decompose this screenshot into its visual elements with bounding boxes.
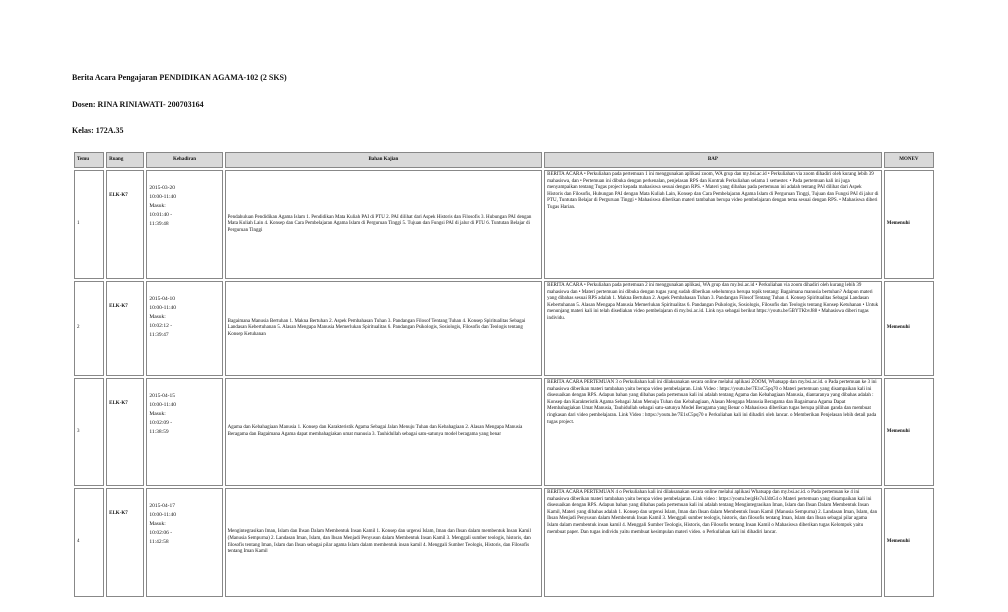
masuk-label: Masuk:	[149, 411, 166, 417]
temu-cell: 1	[74, 170, 104, 279]
check-in-time: 10:02:06 -	[149, 530, 173, 536]
table-header-row	[74, 152, 934, 168]
ruang-cell: ELK-K7	[106, 170, 144, 279]
column-header-kehadiran: Kehadiran	[146, 152, 222, 168]
table-row	[74, 170, 934, 279]
date: 2015-04-15	[149, 393, 175, 399]
bap-cell: BERITA ACARA PERTEMUAN 4 o Perkuliahan kali ini dilaksanakan secara online melalui aplikasi Whatsapp dan my.bsi.ac.id. o Pada pertemuan ke 4 ini mahasiswa diberikan materi tambahan yaitu berupa video pembelajaran. Link video : https://youtu.be/gHs7uUdtG4 o Materi pertemuan yang disampaikan kali ini disesuaikan dengan RPS. Adapun bahan yang dibahas pada pertemuan kali ini adalah tentang Mengintegrasikan Iman, Islam dan Ihsan Dalam Membentuk Insan Kamil, Materi yang dibahas adalah 1. Konsep dan urgensi Islam, Iman dan Ihsan dalam Membentuk Insan Kamil (Manusia Sempurna) 2. Landasan Iman, Islam, dan Ihsan Menjadi Penyusun dalam Membentuk Insan Kamil 3. Menggali sumber teologis, historis, dan filosofis tentang Iman, Islam dan Ihsan sebagai pilar agama Islam dalam membentuk insan kamil 4. Menggali Sumber Teologis, Historis, dan Filosofis tentang Insan Kamil o Mahasiswa diberikan tugas Kelompok yaitu membuat paper. Dan tugas individu yaitu membuat kesimpulan materi video. o Perkuliahan kali ini dihadiri lancar.	[544, 488, 882, 597]
column-header-bahan-kajian: Bahan Kajian	[225, 152, 542, 168]
bahan-kajian-cell: Mengintegrasikan Iman, Islam dan Ihsan Dalam Membentuk Insan Kamil 1. Konsep dan urgensi Islam, Iman dan Ihsan dalam membentuk Insan Kamil (Manusia Sempurna) 2. Landasan Iman, Islam, dan Ihsan Menjadi Penyusun dalam Membentuk Insan Kamil 3. Menggali sumber teologis, historis, dan filosofis tentang Iman, Islam dan Ihsan sebagai pilar agama Islam dalam membentuk insan kamil 4. Menggali Sumber Teologis, Historis, dan Filosofis tentang Iman Kamil	[225, 488, 542, 597]
table-row	[74, 281, 934, 376]
page-title: Berita Acara Pengajaran PENDIDIKAN AGAMA-102 (2 SKS)	[72, 73, 287, 82]
kehadiran-cell	[146, 281, 222, 376]
column-header-monev: MONEV	[884, 152, 934, 168]
column-header-temu: Temu	[74, 152, 104, 168]
class-line: Kelas: 172A.35	[72, 126, 124, 135]
monev-cell: Memenuhi	[884, 281, 934, 376]
time-range: 10:00-11:40	[149, 512, 176, 518]
table-row	[74, 488, 934, 597]
kehadiran-cell	[146, 378, 222, 486]
check-in-time: 10:02:09 -	[149, 420, 173, 426]
bap-cell: BERITA ACARA • Perkuliahan pada pertemuan 2 ini menggunakan aplikasi, WA grup dan my.bsi.ac.id • Perkuliahan via zoom dihadiri oleh kurang lebih 39 mahasiswa dan • Materi pertemuan ini dibuka dengan tugas yang sudah diberikan sebelumnya berupa topik tentang: Bagaimana manusia bertuhan? Adapun materi yang dibahas sesuai RPS adalah 1. Makna Bertuhan 2. Aspek Pembahasan Tuhan 3. Pandangan Filosof Tentang Tuhan 4. Konsep Spiritualitas Sebagai Landasan Kebertuhanan 5. Alasan Mengapa Manusia Memerlukan Spiritualitas 6. Pandangan Psikologis, Sosiologis, Filosofis dan Teologis tentang Konsep Ketuhanan • Untuk menunjang materi kali ini telah disediakan video pembelajaran di my.bsi.ac.id. Link nya sebagai berikut https://youtu.be/5BYTKbvJ88 • Mahasiswa diberi tugas individu.	[544, 281, 882, 376]
masuk-label: Masuk:	[149, 314, 166, 320]
check-out-time: 11:39:48	[149, 221, 169, 227]
ruang-cell: ELK-K7	[106, 281, 144, 376]
monev-cell: Memenuhi	[884, 170, 934, 279]
temu-cell: 3	[74, 378, 104, 486]
bap-cell: BERITA ACARA • Perkuliahan pada pertemuan 1 ini menggunakan aplikasi zoom, WA grup dan my.bsi.ac.id • Perkuliahan via zoom dihadiri oleh kurang lebih 39 mahasiswa, dan • Pertemuan ini dibuka dengan perkenalan, penjelasan RPS dan Kontrak Perkuliahan selama 1 semester. • Pada pertemuan kali ini juga menyampaikan tentang Tugas project kepada mahasiswa sesuai dengan RPS. • Materi yang dibahas pada pertemuan ini adalah tentang PAI dilihat dari Aspek Historis dan Filosofis, Hubungan PAI dengan Mata Kuliah Lain, Konsep dan Cara Pembelajaran Agama Islam di Perguruan Tinggi, Tujuan dan Fungsi PAI di jalur di PTU, Tuntutan Belajar di Perguruan Tinggi • Mahasiswa diberikan materi tambahan berupa video pembelajaran dengan tema sesuai dengan RPS. • Mahasiswa diberi Tugas Harian.	[544, 170, 882, 279]
check-out-time: 11:38:59	[149, 429, 169, 435]
temu-cell: 2	[74, 281, 104, 376]
kehadiran-cell	[146, 170, 222, 279]
lecturer-line: Dosen: RINA RINIAWATI- 200703164	[72, 100, 204, 109]
monev-cell: Memenuhi	[884, 488, 934, 597]
column-header-ruang: Ruang	[106, 152, 144, 168]
teaching-record-table	[72, 150, 936, 599]
bap-cell: BERITA ACARA PERTEMUAN 3 o Perkuliahan kali ini dilaksanakan secara online melalui aplikasi ZOOM, Whatsapp dan my.bsi.ac.id. o Pada pertemuan ke 3 ini mahasiswa diberikan materi tambahan yaitu berupa video pembelajaran. Link Video : https://youtu.be/7E1sC5pq70 o Materi pertemuan yang disampaikan kali ini disesuaikan dengan RPS. Adapun bahan yang dibahas pada pertemuan kali ini adalah tentang Agama dan Kebahagiaan Manusia, diantaranya yang dibahas adalah : Konsep dan Karakteristik Agama Sebagai Jalan Menuju Tuhan dan Kebahagiaan, Alasan Mengapa Manusia Beragama dan Bagaimana Agama Dapat Membahagiakan Umat Manusia, Tauhidullah sebagai satu-satunya Model Beragama yang Benar o Mahasiswa diberikan tugas berupa pilihan ganda dan membuat ringkasan dari video pembelajaran. Link Video : https://youtu.be/7E1sC5pq70 o Perkuliahan kali ini dihadiri oleh lancar. o Memberikan Penjelasan lebih detail pada tugas project.	[544, 378, 882, 486]
date: 2015-04-17	[149, 503, 175, 509]
kehadiran-cell	[146, 488, 222, 597]
masuk-label: Masuk:	[149, 203, 166, 209]
masuk-label: Masuk:	[149, 521, 166, 527]
column-header-bap: BAP	[544, 152, 882, 168]
date: 2015-03-20	[149, 185, 175, 191]
ruang-cell: ELK-K7	[106, 378, 144, 486]
bahan-kajian-cell: Pendahuluan Pendidikan Agama Islam 1. Pendidikan Mata Kuliah PAI di PTU 2. PAI dilihat dari Aspek Historis dan Filosofis 3. Hubungan PAI dengan Mata Kuliah Lain 4. Konsep dan Cara Pembelajaran Agama Islam di Perguruan Tinggi 5. Tujuan dan Fungsi PAI di jalur di PTU 6. Tuntutan Belajar di Perguruan Tinggi	[225, 170, 542, 279]
time-range: 10:00-11:40	[149, 305, 176, 311]
check-out-time: 11:39:47	[149, 332, 169, 338]
check-in-time: 10:02:12 -	[149, 323, 173, 329]
check-in-time: 10:01:40 -	[149, 212, 173, 218]
table-row	[74, 378, 934, 486]
time-range: 10:00-11:40	[149, 194, 176, 200]
bahan-kajian-cell: Bagaimana Manusia Bertuhan 1. Makna Bertuhan 2. Aspek Pembahasan Tuhan 3. Pandangan Filosof Tentang Tuhan 4. Konsep Spiritualitas Sebagai Landasan Kebertuhanan 5. Alasan Mengapa Manusia Memerlukan Spiritualitas 6. Pandangan Psikologis, Sosiologis, Filosofis dan Teologis tentang Konsep Ketuhanan	[225, 281, 542, 376]
bahan-kajian-cell: Agama dan Kebahagiaan Manusia 1. Konsep dan Karakteristik Agama Sebagai Jalan Menuju Tuhan dan Kebahagiaan 2. Alasan Mengapa Manusia Beragama dan Bagaimana Agama dapat membahagiakan umat manusia 3. Tauhidullah sebagai satu-satunya model beragama yang benar	[225, 378, 542, 486]
ruang-cell: ELK-K7	[106, 488, 144, 597]
date: 2015-04-10	[149, 296, 175, 302]
temu-cell: 4	[74, 488, 104, 597]
monev-cell: Memenuhi	[884, 378, 934, 486]
time-range: 10:00-11:40	[149, 402, 176, 408]
check-out-time: 11:42:58	[149, 539, 169, 545]
